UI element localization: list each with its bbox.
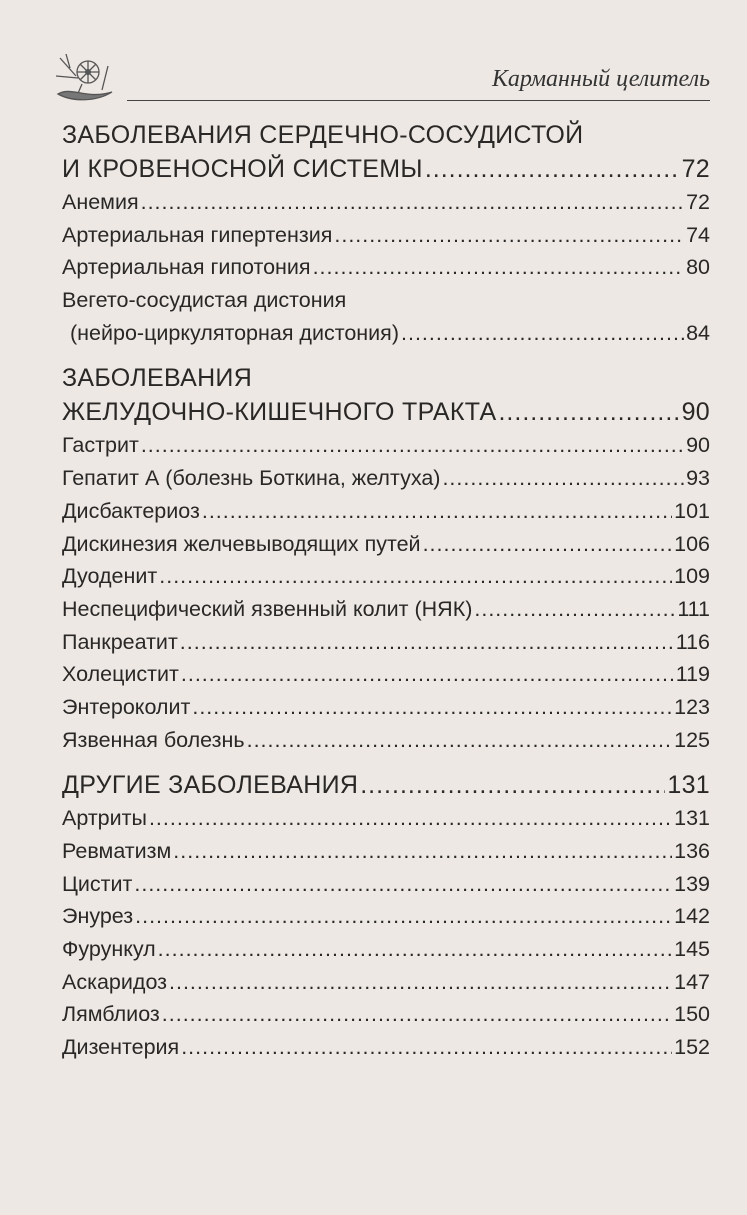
dot-leader (423, 528, 673, 561)
page-number: 139 (674, 871, 710, 896)
page-number: 93 (686, 466, 710, 491)
page-number: 74 (686, 222, 710, 247)
page-header (0, 0, 747, 110)
toc-entry (62, 284, 710, 317)
dot-leader (474, 593, 675, 626)
dot-leader (158, 933, 672, 966)
dot-leader (334, 219, 684, 252)
page-number: 109 (674, 564, 710, 589)
page-number: 90 (686, 433, 710, 458)
section-heading (62, 395, 710, 429)
dot-leader (401, 317, 684, 350)
section-heading-text: И КРОВЕНОСНОЙ СИСТЕМЫ (62, 155, 423, 183)
toc-entry (62, 317, 710, 350)
section-heading (62, 152, 710, 186)
toc-entry-text: Энтероколит (62, 694, 191, 719)
dot-leader (141, 429, 684, 462)
page-number: 136 (674, 839, 710, 863)
page-number: 111 (677, 596, 710, 621)
toc-entry-text: Дисбактериоз (62, 498, 200, 523)
toc-entry (62, 933, 710, 966)
toc-entry-text: Язвенная болезнь (62, 727, 245, 752)
page-number: 90 (681, 398, 710, 427)
section-heading-text: ЖЕЛУДОЧНО-КИШЕЧНОГО ТРАКТА (62, 398, 497, 427)
dot-leader (162, 998, 672, 1031)
toc-entry (62, 802, 710, 835)
toc-entry (62, 560, 710, 593)
toc-entry (62, 868, 710, 901)
page-number: 80 (686, 255, 710, 280)
toc-entry-text: Дискинезия желчевыводящих путей (62, 531, 421, 556)
flower-ornament-icon (52, 46, 118, 106)
section-heading (62, 768, 710, 802)
toc-entry-text: Дуоденит (62, 564, 158, 589)
dot-leader (159, 560, 672, 593)
toc-section (62, 118, 710, 349)
running-title: Карманный целитель (491, 66, 710, 92)
toc-entry-text: Фурункул (62, 937, 156, 962)
toc-entry-text: Вегето-сосудистая дистония (62, 288, 347, 313)
dot-leader (180, 626, 674, 659)
section-heading (62, 361, 710, 395)
dot-leader (425, 152, 680, 186)
page-number: 123 (674, 694, 710, 719)
toc-entry (62, 835, 710, 868)
page-number: 72 (681, 155, 710, 183)
toc-entry (62, 1031, 710, 1064)
page-number: 72 (686, 190, 710, 214)
page-number: 131 (674, 806, 710, 831)
toc-entry (62, 219, 710, 252)
dot-leader (141, 186, 684, 219)
toc-entry (62, 691, 710, 724)
dot-leader (149, 802, 672, 835)
page-number: 101 (674, 498, 710, 523)
dot-leader (247, 724, 673, 757)
dot-leader (442, 462, 684, 495)
page-number: 150 (674, 1002, 710, 1027)
page-number: 147 (674, 969, 710, 994)
dot-leader (173, 835, 672, 868)
toc-entry (62, 495, 710, 528)
toc-entry (62, 900, 710, 933)
toc-entry-text: Артриты (62, 806, 147, 831)
toc-entry-text: Анемия (62, 190, 139, 214)
toc-entry (62, 429, 710, 462)
toc-entry-text: Лямблиоз (62, 1002, 160, 1027)
toc-entry (62, 528, 710, 561)
toc-entry-text: Артериальная гипертензия (62, 222, 333, 247)
page-number: 145 (674, 937, 710, 962)
toc-entry-text: Ревматизм (62, 839, 172, 863)
toc-entry-text: Цистит (62, 871, 133, 896)
page-number: 125 (674, 727, 710, 752)
section-heading-text: ДРУГИЕ ЗАБОЛЕВАНИЯ (62, 771, 359, 800)
header-rule (127, 100, 710, 101)
dot-leader (360, 768, 665, 802)
toc-entry (62, 966, 710, 999)
toc-entry-text: Гастрит (62, 433, 139, 458)
dot-leader (192, 691, 672, 724)
toc-entry (62, 186, 710, 219)
dot-leader (135, 900, 672, 933)
toc-entry-text: Гепатит А (болезнь Боткина, желтуха) (62, 466, 441, 491)
dot-leader (181, 1031, 672, 1064)
dot-leader (498, 395, 679, 429)
toc-section (62, 768, 710, 1064)
dot-leader (181, 658, 674, 691)
toc-entry-text: Артериальная гипотония (62, 255, 311, 280)
toc-entry (62, 593, 710, 626)
page-number: 106 (674, 531, 710, 556)
toc-entry-text: Аскаридоз (62, 969, 168, 994)
toc-entry (62, 462, 710, 495)
toc-entry (62, 724, 710, 757)
page-number: 142 (674, 904, 710, 929)
toc-entry-text: Неспецифический язвенный колит (НЯК) (62, 596, 473, 621)
dot-leader (202, 495, 672, 528)
page-number: 131 (667, 771, 710, 800)
toc-entry-text: Холецистит (62, 662, 179, 687)
toc-section (62, 361, 710, 756)
section-heading-text: ЗАБОЛЕВАНИЯ СЕРДЕЧНО-СОСУДИСТОЙ (62, 121, 584, 149)
dot-leader (313, 251, 685, 284)
page-number: 84 (686, 320, 710, 345)
toc-entry (62, 998, 710, 1031)
toc-entry-text: Панкреатит (62, 629, 178, 654)
dot-leader (169, 966, 672, 999)
dot-leader (134, 868, 672, 901)
table-of-contents (62, 118, 710, 1076)
page-number: 152 (674, 1035, 710, 1060)
toc-entry-text: (нейро-циркуляторная дистония) (70, 320, 399, 345)
toc-entry (62, 626, 710, 659)
page-number: 116 (675, 629, 710, 654)
page-number: 119 (675, 662, 710, 687)
toc-entry (62, 658, 710, 691)
toc-entry-text: Энурез (62, 904, 134, 929)
toc-entry-text: Дизентерия (62, 1035, 180, 1060)
section-heading (62, 118, 710, 152)
toc-entry (62, 251, 710, 284)
section-heading-text: ЗАБОЛЕВАНИЯ (62, 364, 253, 393)
